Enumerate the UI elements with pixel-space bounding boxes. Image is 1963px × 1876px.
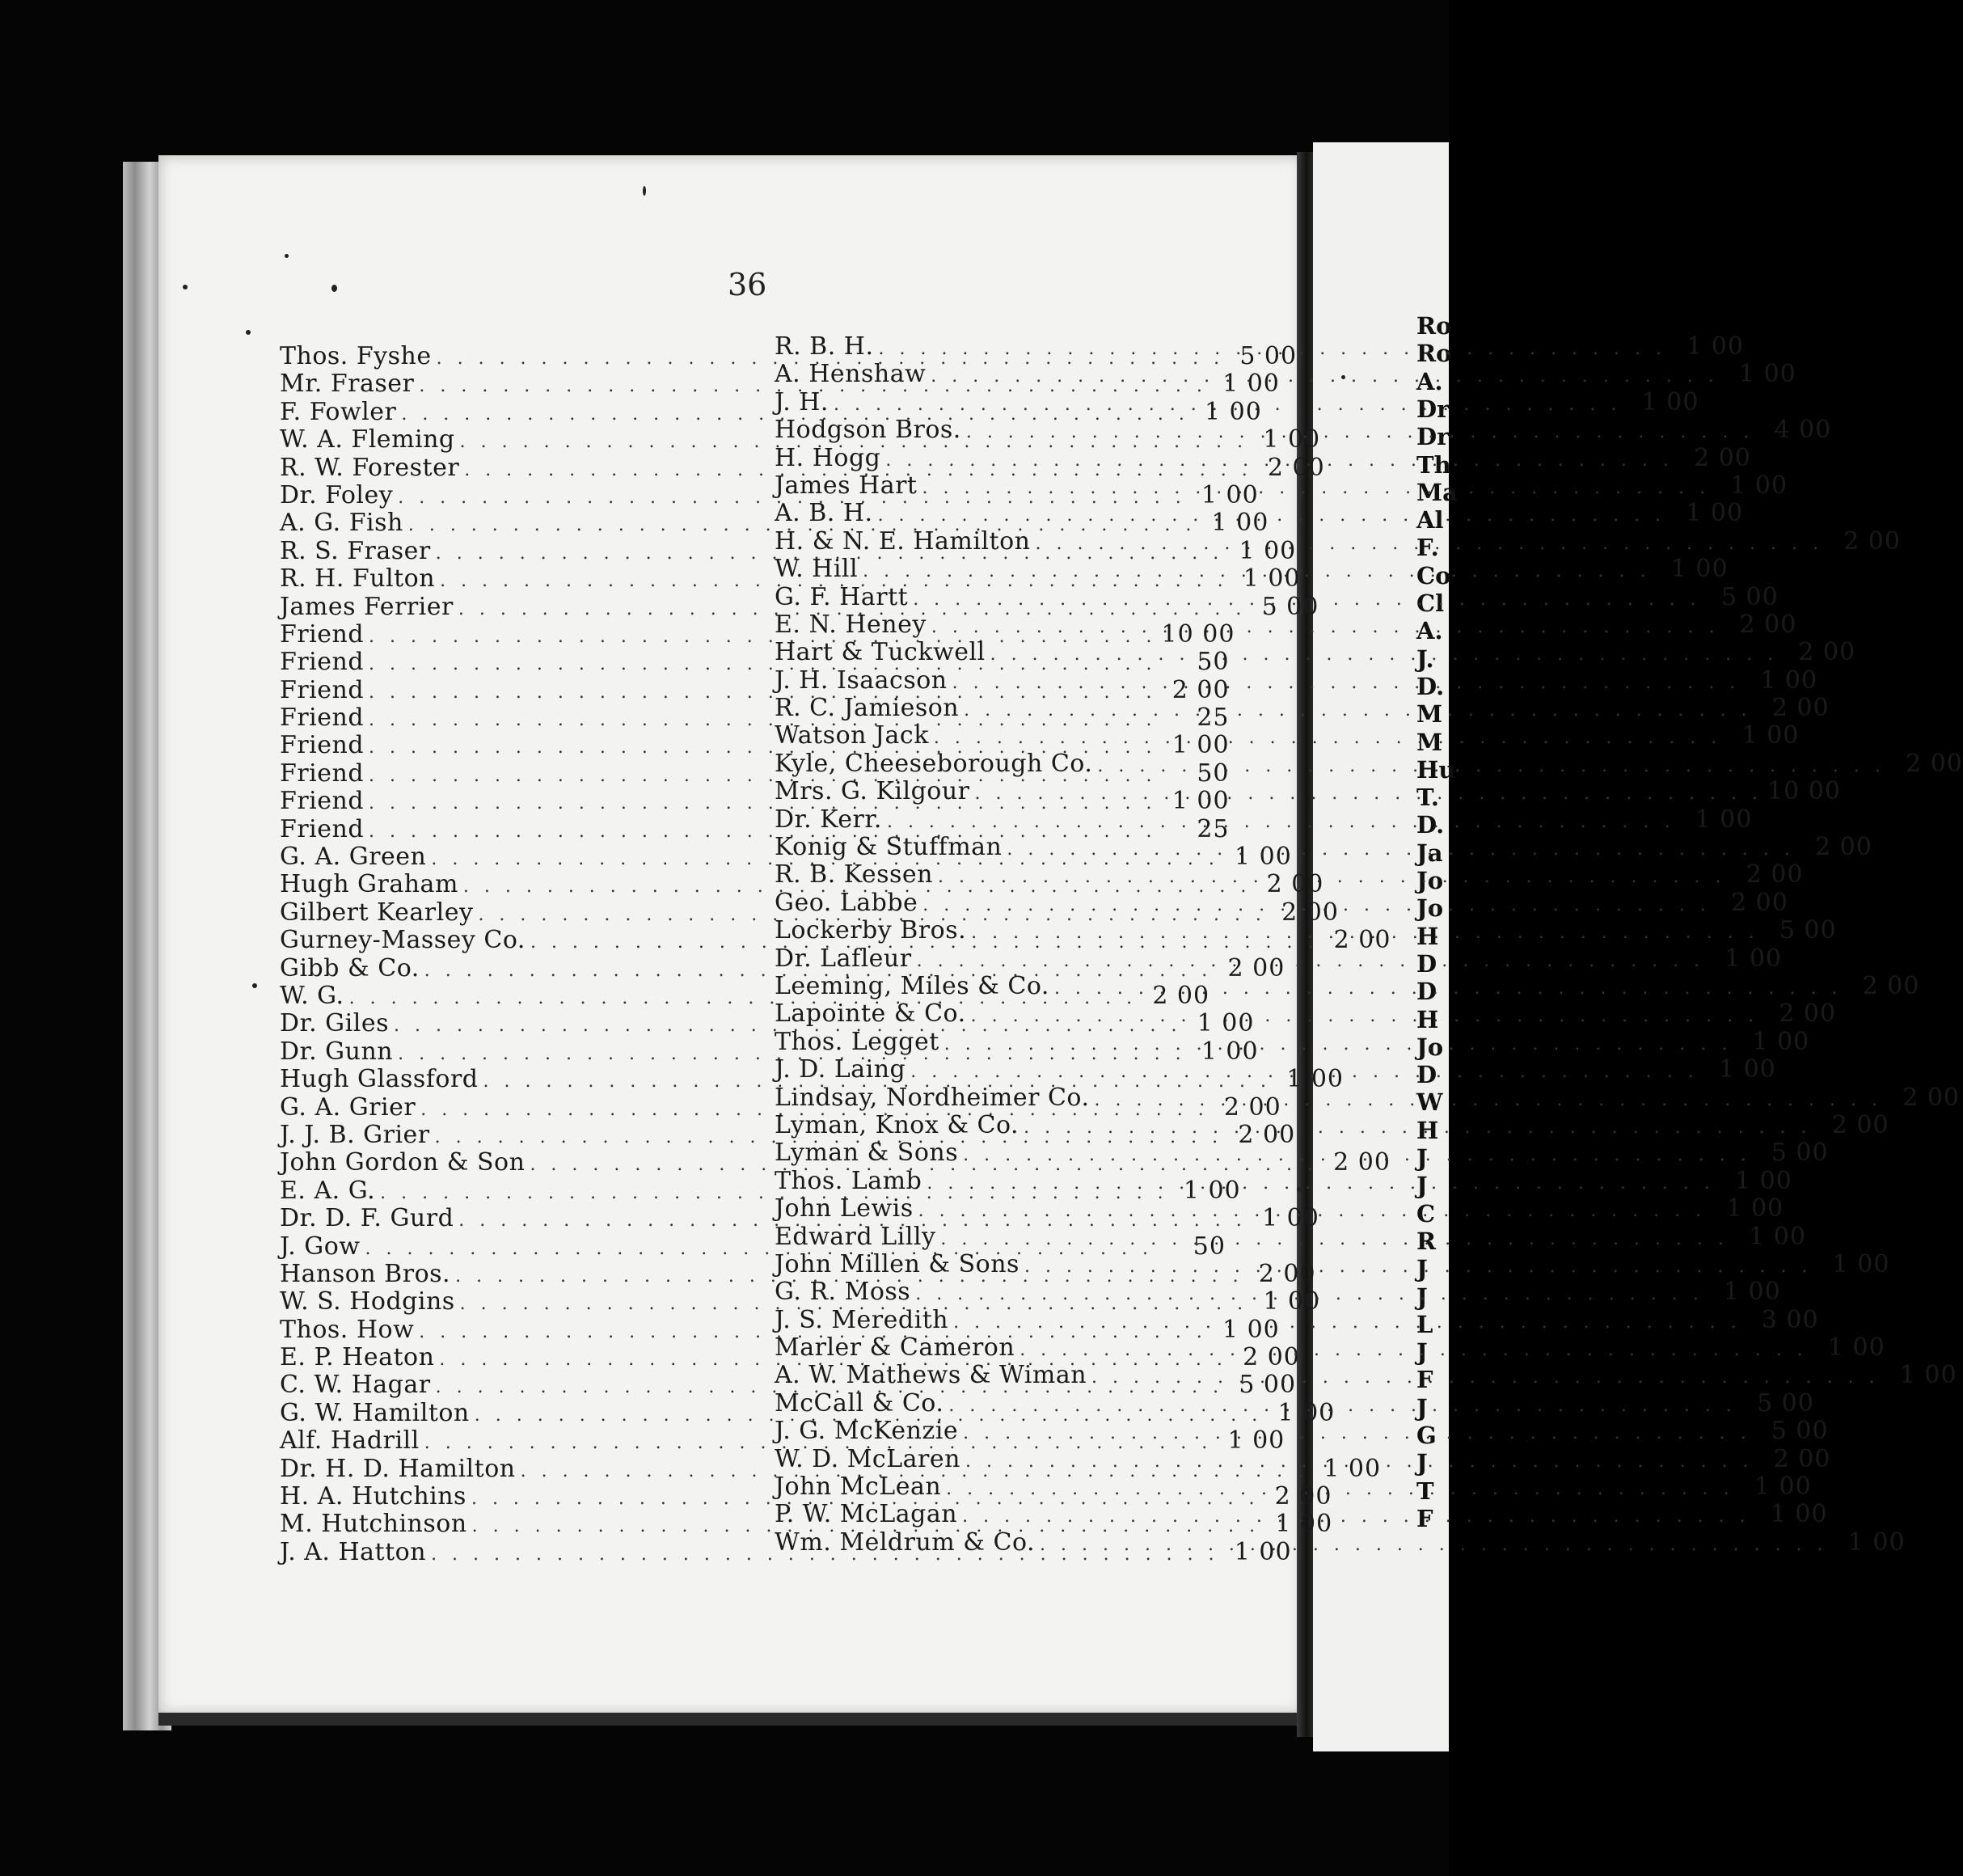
donation-amount: 1 00 <box>1243 564 1301 594</box>
donation-amount: 2 00 <box>1152 981 1210 1010</box>
ledger-entry <box>775 638 1856 667</box>
dot-leader <box>878 336 1666 363</box>
dot-leader <box>962 1503 1750 1531</box>
donation-amount: 2 00 <box>1227 953 1285 982</box>
facing-page-text-fragment: Ro <box>1416 340 1452 368</box>
facing-page-text-fragment: Cl <box>1416 589 1445 617</box>
donation-amount: 1 00 <box>1847 1527 1906 1557</box>
donation-amount: 1 00 <box>1183 1176 1241 1205</box>
donor-name: R. B. Kessen <box>775 860 934 889</box>
donor-name: Wm. Meldrum & Co. <box>775 1527 1036 1557</box>
dot-leader <box>1024 1253 1813 1281</box>
donor-name: Friend <box>280 675 365 704</box>
donation-amount: 2 00 <box>1779 999 1837 1029</box>
donation-amount: 2 00 <box>1171 675 1230 704</box>
donation-amount: 5 00 <box>1261 592 1319 621</box>
donor-name: J. G. McKenzie <box>775 1417 959 1446</box>
donation-amount: 50 <box>1197 648 1230 677</box>
donor-name: J. H. Isaacson <box>775 665 948 695</box>
facing-page-text-fragment: D. <box>1416 811 1445 839</box>
donor-name: Hart & Tuckwell <box>775 638 986 667</box>
donor-name: H. A. Hutchins <box>280 1482 466 1511</box>
donor-name: R. S. Fraser <box>280 536 431 565</box>
ledger-entry <box>775 1278 1781 1307</box>
donor-name: Kyle, Cheeseborough Co. <box>775 749 1093 778</box>
facing-page-text-fragment: T <box>1416 1477 1434 1505</box>
donor-name: Dr. Kerr. <box>775 805 882 834</box>
donor-name: Dr. Lafleur <box>775 944 912 973</box>
facing-page-text-fragment: Ma <box>1416 478 1458 506</box>
dot-leader <box>922 892 1711 919</box>
donation-amount: 2 00 <box>1815 833 1872 862</box>
donation-amount: 2 00 <box>1243 1343 1300 1372</box>
donation-amount: 2 00 <box>1274 1482 1332 1511</box>
dot-leader <box>948 1392 1737 1420</box>
dot-leader <box>963 1420 1751 1447</box>
facing-page-text-fragment: Ja <box>1416 839 1443 867</box>
donor-name: John Gordon & Son <box>280 1148 526 1177</box>
donation-amount: 2 00 <box>1831 1110 1889 1139</box>
donor-name: A. G. Fish <box>280 509 403 538</box>
donor-name: Marler & Cameron <box>775 1333 1015 1363</box>
donation-amount: 1 00 <box>1222 370 1280 399</box>
dot-leader <box>971 1003 1759 1030</box>
donation-amount: 1 00 <box>1827 1333 1885 1363</box>
donor-name: Dr. H. D. Hamilton <box>280 1454 516 1483</box>
ledger-entry <box>775 360 1796 389</box>
facing-page-text-fragment: D <box>1416 1061 1437 1089</box>
facing-page-text-fragment: T. <box>1416 784 1439 812</box>
donation-amount: 1 00 <box>1641 387 1699 416</box>
donation-amount: 1 00 <box>1718 1055 1776 1084</box>
donation-amount: 1 00 <box>1235 843 1292 872</box>
dot-leader <box>971 919 1759 947</box>
scan-speck <box>246 330 251 335</box>
donation-amount: 2 00 <box>1746 860 1804 889</box>
facing-page-text-fragment: F <box>1416 1504 1433 1532</box>
donor-name: Friend <box>280 648 365 677</box>
donation-amount: 1 00 <box>1695 805 1753 834</box>
scan-speck <box>285 254 289 258</box>
donor-name: M. Hutchinson <box>280 1510 467 1539</box>
donor-name: C. W. Hagar <box>280 1371 431 1400</box>
dot-leader <box>927 1170 1715 1198</box>
donation-amount: 1 00 <box>1686 332 1744 361</box>
donation-amount: 2 00 <box>1773 1444 1831 1473</box>
donor-name: Konig & Stuffman <box>775 833 1003 862</box>
facing-page-text-fragment: H <box>1416 922 1439 950</box>
facing-page-text-fragment: H <box>1416 1116 1439 1144</box>
donor-name: Friend <box>280 704 365 733</box>
ledger-entry <box>775 777 1841 806</box>
donor-name: Friend <box>280 787 365 816</box>
ledger-entry <box>775 1500 1828 1529</box>
donor-name: Thos. Fyshe <box>280 342 432 370</box>
donation-amount: 1 00 <box>1726 1194 1784 1223</box>
donation-amount: 10 00 <box>1161 619 1235 649</box>
facing-page-text-fragment: M <box>1416 700 1443 729</box>
donor-name: John Lewis <box>775 1194 914 1223</box>
donor-name: John McLean <box>775 1472 942 1502</box>
dot-leader <box>1091 1364 1880 1392</box>
page-bottom-shadow <box>158 1713 1303 1726</box>
donor-name: Mr. Fraser <box>280 370 415 399</box>
donation-amount: 10 00 <box>1767 777 1841 806</box>
donor-name: A. Henshaw <box>775 360 927 389</box>
donation-amount: 1 00 <box>1171 787 1230 816</box>
donation-amount: 50 <box>1193 1232 1226 1261</box>
dot-leader <box>990 641 1779 669</box>
ledger-entry <box>775 1110 1889 1139</box>
donor-name: Alf. Hadrill <box>280 1426 420 1456</box>
dot-leader <box>922 475 1711 502</box>
donor-name: W. Hill <box>775 555 859 584</box>
dot-leader <box>918 1198 1707 1225</box>
donation-amount: 1 00 <box>1749 1222 1806 1251</box>
donor-name: G. R. Moss <box>775 1278 911 1307</box>
facing-page-text-fragment: Ro <box>1416 312 1452 340</box>
facing-page-text-fragment: J <box>1416 1144 1428 1172</box>
donor-name: James Ferrier <box>280 592 454 621</box>
donation-amount: 1 00 <box>1323 1454 1382 1483</box>
ledger-entry <box>775 1055 1776 1084</box>
donation-amount: 2 00 <box>1798 638 1856 667</box>
facing-page-text-fragment: Jo <box>1416 867 1444 894</box>
donation-amount: 2 00 <box>1238 1120 1296 1149</box>
donor-name: Dr. Giles <box>280 1009 389 1038</box>
donation-amount: 1 00 <box>1832 1249 1890 1278</box>
dot-leader <box>931 363 1719 391</box>
facing-page-text-fragment: R <box>1416 1227 1437 1255</box>
donation-amount: 1 00 <box>1261 1204 1319 1233</box>
dot-leader <box>1054 975 1843 1006</box>
dot-leader <box>938 864 1726 891</box>
facing-page-text-fragment: J <box>1416 1393 1428 1422</box>
donor-name: Thos. Legget <box>775 1027 939 1056</box>
donor-name: Dr. D. F. Gurd <box>280 1204 454 1233</box>
facing-page-text-fragment: Al <box>1416 506 1444 534</box>
donor-name: James Hart <box>775 471 918 500</box>
donation-amount: 4 00 <box>1774 416 1832 445</box>
dot-leader <box>913 586 1701 614</box>
donor-name: H. & N. E. Hamilton <box>775 526 1031 556</box>
donation-amount: 1 00 <box>1670 555 1729 584</box>
donor-name: Dr. Foley <box>280 480 394 509</box>
facing-page-text-fragment: C <box>1416 1199 1436 1227</box>
donation-amount: 1 00 <box>1277 1398 1336 1427</box>
scan-speck <box>643 186 646 196</box>
dot-leader <box>1097 753 1885 780</box>
dot-leader <box>931 614 1720 641</box>
donor-name: Hugh Graham <box>280 870 458 899</box>
donor-name: G. A. Green <box>280 843 427 872</box>
page-number: 36 <box>728 267 767 302</box>
donor-name: Leeming, Miles & Co. <box>775 971 1049 1000</box>
facing-page-text-fragment: F <box>1416 1366 1433 1394</box>
donor-name: Lockerby Bros. <box>775 916 967 945</box>
donor-name: W. S. Hodgins <box>280 1287 455 1316</box>
donor-name: R. W. Forester <box>280 453 460 482</box>
donor-name: Friend <box>280 731 365 760</box>
donor-name: J. Gow <box>280 1232 361 1261</box>
donor-name: John Millen & Sons <box>775 1249 1019 1278</box>
donation-amount: 1 00 <box>1234 1537 1292 1566</box>
donor-name: G. A. Grier <box>280 1092 416 1122</box>
donation-amount: 1 00 <box>1770 1500 1828 1529</box>
ledger-entry <box>775 971 1920 1000</box>
donation-amount: 2 00 <box>1333 926 1391 955</box>
donation-amount: 5 00 <box>1239 1371 1297 1400</box>
donation-amount: 1 00 <box>1222 1315 1280 1344</box>
dot-leader <box>934 725 1722 752</box>
ledger-entry <box>775 610 1797 639</box>
donation-amount: 1 00 <box>1286 1065 1344 1094</box>
donation-amount: 1 00 <box>1735 1166 1792 1195</box>
dot-leader <box>1019 1337 1808 1367</box>
donor-name: J. S. Meredith <box>775 1305 949 1334</box>
donation-amount: 1 00 <box>1730 471 1788 500</box>
donation-amount: 1 00 <box>1211 509 1269 538</box>
donation-amount: 25 <box>1197 704 1230 733</box>
donor-name: Watson Jack <box>775 721 929 750</box>
scan-speck <box>1341 375 1345 379</box>
donor-name: Gurney-Massey Co. <box>280 926 526 955</box>
dot-leader <box>834 391 1622 419</box>
donation-amount: 2 00 <box>1906 749 1963 778</box>
ledger-entry <box>775 665 1818 695</box>
donation-amount: 5 00 <box>1779 916 1837 945</box>
dot-leader <box>966 419 1754 446</box>
donation-amount: 2 00 <box>1281 898 1339 927</box>
donation-amount: 1 00 <box>1201 480 1259 509</box>
donation-amount: 2 00 <box>1771 694 1830 723</box>
donation-amount: 2 00 <box>1223 1092 1281 1122</box>
donor-name: Gilbert Kearley <box>280 898 474 927</box>
dot-leader <box>1035 530 1823 558</box>
donor-name: Friend <box>280 619 365 649</box>
scan-speck <box>252 983 257 988</box>
ledger-entry <box>775 694 1830 723</box>
ledger-entry <box>775 721 1800 750</box>
donation-amount: 2 00 <box>1902 1083 1960 1112</box>
ledger-entry <box>775 805 1753 834</box>
facing-page-text-fragment: J. <box>1416 644 1434 673</box>
facing-page-text-fragment: Hu <box>1416 755 1456 784</box>
donor-name: Lindsay, Nordheimer Co. <box>775 1083 1090 1112</box>
donor-name: W. D. McLaren <box>775 1444 960 1473</box>
dot-leader <box>1040 1532 1828 1559</box>
facing-page-text-fragment: Dr <box>1416 395 1450 423</box>
donor-name: H. Hogg <box>775 443 881 472</box>
dot-leader <box>1024 1114 1812 1142</box>
donation-amount: 2 00 <box>1258 1259 1316 1288</box>
donor-name: Thos. How <box>280 1315 415 1344</box>
donation-amount: 1 00 <box>1197 1009 1255 1038</box>
donation-amount: 1 00 <box>1171 731 1230 760</box>
donation-amount: 1 00 <box>1760 665 1818 695</box>
donation-amount: 2 00 <box>1739 610 1797 639</box>
ledger-entry <box>775 1222 1806 1251</box>
donor-name: Lyman & Sons <box>775 1139 959 1168</box>
dot-leader <box>885 447 1674 475</box>
ledger-entry <box>775 1527 1906 1557</box>
facing-page-text-fragment: Th <box>1416 450 1451 479</box>
donation-amount: 1 00 <box>1899 1361 1957 1390</box>
donation-amount: 25 <box>1197 814 1230 843</box>
donation-amount: 2 00 <box>1267 453 1325 482</box>
donor-name: Edward Lilly <box>775 1222 936 1251</box>
dot-leader <box>910 1058 1699 1089</box>
donation-amount: 5 00 <box>1771 1139 1829 1168</box>
facing-page-text-fragment: Dr <box>1416 423 1450 451</box>
ledger-entry <box>775 1194 1784 1223</box>
donor-name: W. A. Fleming <box>280 425 455 454</box>
facing-page-text-fragment: H <box>1416 1005 1439 1033</box>
dot-leader <box>953 1309 1741 1337</box>
ledger-entry <box>775 1166 1792 1195</box>
facing-page-text-fragment: J <box>1416 1338 1428 1367</box>
donation-amount: 1 00 <box>1738 360 1796 389</box>
dot-leader <box>946 1476 1734 1503</box>
donor-name: Lyman, Knox & Co. <box>775 1110 1019 1139</box>
donation-amount: 2 00 <box>1862 971 1920 1000</box>
donor-name: P. W. McLagan <box>775 1500 958 1529</box>
donation-amount: 3 00 <box>1761 1305 1819 1334</box>
donation-amount: 5 00 <box>1239 342 1298 370</box>
scan-speck <box>183 285 188 289</box>
donor-name: E. A. G. <box>280 1176 376 1205</box>
donor-name: Friend <box>280 758 365 788</box>
donation-amount: 1 00 <box>1754 1472 1812 1502</box>
donation-amount: 2 00 <box>1843 526 1901 556</box>
donation-amount: 5 00 <box>1771 1417 1829 1446</box>
donor-name: E. P. Heaton <box>280 1343 435 1372</box>
donor-name: J. D. Laing <box>775 1055 906 1084</box>
dot-leader <box>940 1226 1729 1253</box>
facing-page-text-fragment: J <box>1416 1172 1428 1200</box>
donor-name: W. G. <box>280 981 344 1010</box>
dot-leader <box>952 670 1741 697</box>
donation-amount: 2 00 <box>1731 888 1788 917</box>
donor-name: Thos. Lamb <box>775 1166 922 1195</box>
donor-name: G. W. Hamilton <box>280 1398 470 1427</box>
donation-amount: 1 00 <box>1723 1278 1781 1307</box>
donor-name: J. J. B. Grier <box>280 1120 430 1149</box>
facing-page-text-fragment: M <box>1416 728 1443 756</box>
dot-leader <box>917 948 1705 975</box>
donor-name: A. B. H. <box>775 499 873 528</box>
donor-name: J. H. <box>775 387 829 416</box>
dot-leader <box>975 780 1763 808</box>
facing-page-text-fragment: L <box>1416 1310 1433 1338</box>
donor-name: McCall & Co. <box>775 1388 944 1418</box>
facing-page-text-fragment: A. <box>1416 367 1443 395</box>
donor-name: R. H. Fulton <box>280 564 436 594</box>
donation-amount: 1 00 <box>1752 1027 1810 1056</box>
dot-leader <box>887 809 1675 836</box>
donor-name: J. A. Hatton <box>280 1537 427 1566</box>
donation-amount: 1 00 <box>1686 499 1744 528</box>
donation-amount: 1 00 <box>1239 536 1297 565</box>
donation-amount: 2 00 <box>1694 443 1751 472</box>
donor-name: R. C. Jamieson <box>775 694 960 723</box>
dot-leader <box>863 558 1651 585</box>
dot-leader <box>944 1031 1733 1058</box>
facing-page-text-fragment: Jo <box>1416 894 1444 923</box>
dot-leader <box>1007 836 1795 864</box>
donation-amount: 5 00 <box>1720 582 1779 611</box>
donor-name: F. Fowler <box>280 397 397 426</box>
facing-page-text-fragment: A. <box>1416 617 1443 645</box>
donor-name: Geo. Labbe <box>775 888 918 917</box>
scan-speck <box>1297 1187 1302 1192</box>
donation-amount: 5 00 <box>1757 1388 1814 1418</box>
dot-leader <box>1095 1087 1883 1117</box>
donation-amount: 1 00 <box>1227 1426 1285 1456</box>
donor-name: Lapointe & Co. <box>775 999 966 1029</box>
donation-amount: 2 00 <box>1266 870 1324 899</box>
donor-name: Hanson Bros. <box>280 1259 451 1288</box>
donor-name: E. N. Heney <box>775 610 927 639</box>
dot-leader <box>915 1281 1703 1308</box>
dot-leader <box>964 697 1752 725</box>
dot-leader <box>878 502 1666 530</box>
dot-leader <box>963 1142 1751 1169</box>
donation-amount: 1 00 <box>1275 1510 1333 1539</box>
donor-name: Hodgson Bros. <box>775 416 961 445</box>
facing-page-text-fragment: Jo <box>1416 1033 1444 1061</box>
facing-page-text-fragment: G <box>1416 1422 1437 1449</box>
donor-name: R. B. H. <box>775 332 874 361</box>
facing-page-text-fragment: J <box>1416 1449 1428 1477</box>
facing-page-text-fragment: Co <box>1416 561 1451 589</box>
facing-page-text-fragment: W <box>1416 1088 1443 1117</box>
donor-name: Friend <box>280 814 365 843</box>
donation-amount: 1 00 <box>1741 721 1800 750</box>
dot-leader <box>965 1448 1754 1476</box>
donation-amount: 1 00 <box>1263 1287 1321 1316</box>
facing-page-text-fragment: F. <box>1416 534 1439 562</box>
ledger-entry <box>775 1083 1960 1112</box>
facing-page-text-fragment: D <box>1416 978 1437 1006</box>
scan-speck <box>331 285 337 292</box>
donation-amount: 1 00 <box>1201 1037 1259 1066</box>
facing-page-text-fragment: D. <box>1416 672 1445 700</box>
donor-name: A. W. Mathews & Wiman <box>775 1361 1087 1390</box>
donor-name: Mrs. G. Kilgour <box>775 777 970 806</box>
donation-amount: 2 00 <box>1333 1148 1391 1177</box>
donation-amount: 50 <box>1197 758 1230 788</box>
donor-name: Dr. Gunn <box>280 1037 394 1066</box>
donation-amount: 1 00 <box>1724 944 1783 973</box>
donation-amount: 1 00 <box>1205 397 1262 426</box>
facing-page-text-fragment: D <box>1416 949 1437 978</box>
donation-amount: 1 00 <box>1263 425 1321 454</box>
facing-page-text-fragment: J <box>1416 1282 1428 1311</box>
donor-name: Gibb & Co. <box>280 953 420 982</box>
donor-name: Hugh Glassford <box>280 1065 479 1094</box>
facing-page-text-fragment: J <box>1416 1255 1428 1283</box>
donor-name: G. F. Hartt <box>775 582 909 611</box>
